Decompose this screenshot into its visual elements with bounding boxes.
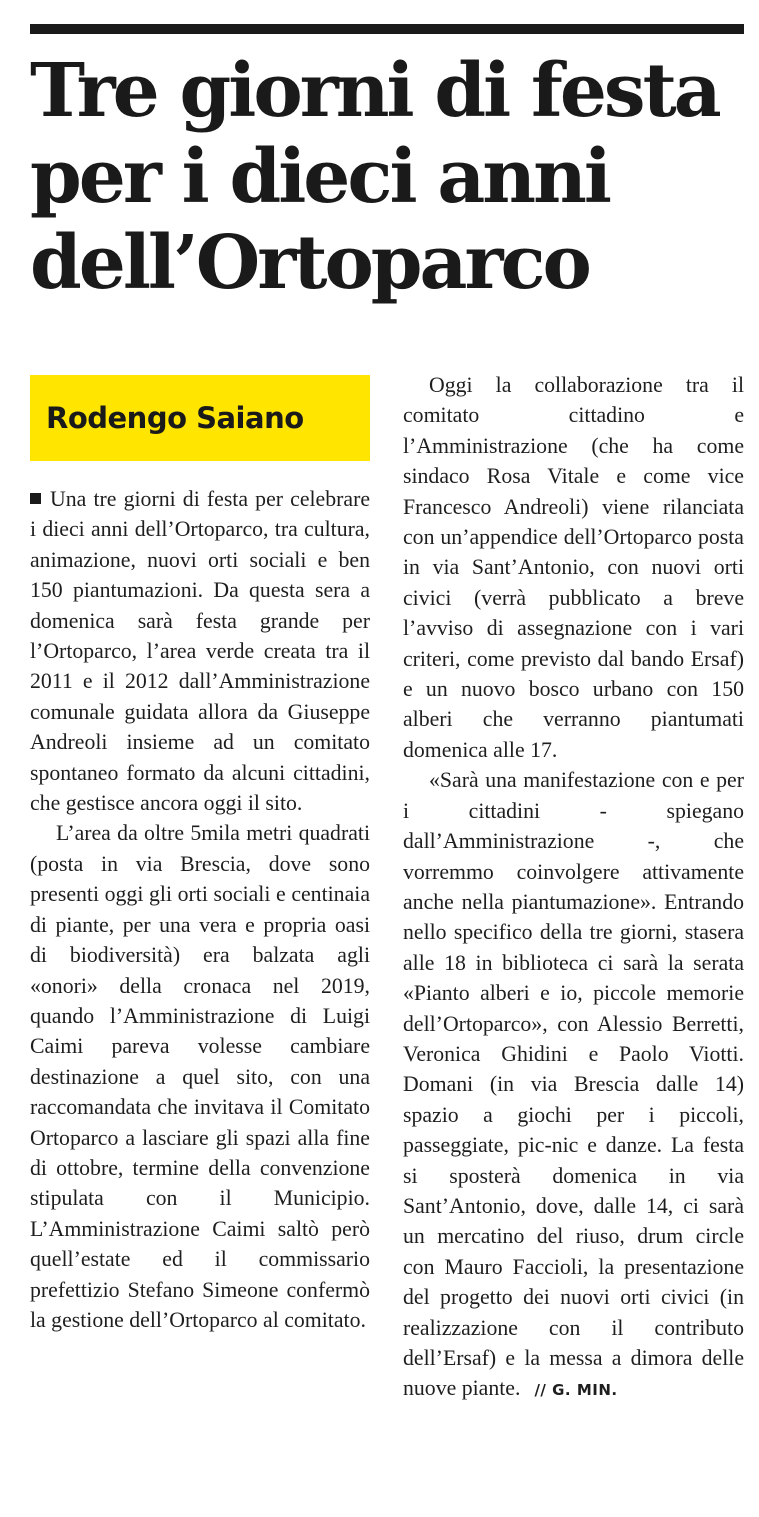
- headline-line-1: Tre giorni di festa: [30, 48, 719, 134]
- author-signature: // G. MIN.: [534, 1381, 618, 1400]
- headline: [30, 48, 744, 306]
- article-paragraph-3: Oggi la collaborazione tra il comitato cittadino e l’Amministrazione (che ha come sindaco Rosa Vitale e come vice Francesco Andreoli) viene rilanciata con un’appendice dell’Ortoparco posta in via Sant’Antonio, con nuovi orti civici (verrà pubblicato a breve l’avviso di assegnazione con i vari criteri, come previsto dal bando Ersaf) e un nuovo bosco urbano con 150 alberi che verranno piantumati domenica alle 17.: [403, 373, 744, 762]
- article-paragraph-4: [403, 765, 744, 1406]
- square-bullet-icon: [30, 493, 41, 504]
- article-column-left: [30, 484, 370, 1335]
- headline-line-2: per i dieci anni: [30, 134, 609, 220]
- article-column-right: [403, 370, 744, 1406]
- article-paragraph-2: L’area da oltre 5mila metri quadrati (posta in via Brescia, dove sono presenti oggi gli orti sociali e centinaia di piante, per una vera e propria oasi di biodiversità) era balzata agli «onori» della cronaca nel 2019, quando l’Amministrazione di Luigi Caimi pareva volesse cambiare destinazione a quel sito, con una raccomandata che invitava il Comitato Ortoparco a lasciare gli spazi alla fine di ottobre, termine della convenzione stipulata con il Municipio. L’Amministrazione Caimi saltò però quell’estate ed il commissario prefettizio Stefano Simeone confermò la gestione dell’Ortoparco al comitato.: [30, 821, 370, 1332]
- location-kicker: Rodengo Saiano: [30, 375, 370, 461]
- article-paragraph-1-text: Una tre giorni di festa per celebrare i dieci anni dell’Ortoparco, tra cultura, animazione, nuovi orti sociali e ben 150 piantumazioni. Da questa sera a domenica sarà festa grande per l’Ortoparco, l’area verde creata tra il 2011 e il 2012 dall’Amministrazione comunale guidata allora da Giuseppe Andreoli insieme ad un comitato spontaneo formato da alcuni cittadini, che gestisce ancora oggi il sito.: [30, 487, 370, 816]
- top-rule: [30, 24, 744, 34]
- headline-line-3: dell’Ortoparco: [30, 220, 589, 306]
- article-paragraph-4-text: «Sarà una manifestazione con e per i cittadini - spiegano dall’Amministrazione -, che vorremmo coinvolgere attivamente anche nella piantumazione». Entrando nello specifico della tre giorni, stasera alle 18 in biblioteca ci sarà la serata «Pianto alberi e io, piccole memorie dell’Ortoparco», con Alessio Berretti, Veronica Ghidini e Paolo Viotti. Domani (in via Brescia dalle 14) spazio a giochi per i piccoli, passeggiate, pic-nic e danze. La festa si sposterà domenica in via Sant’Antonio, dove, dalle 14, ci sarà un mercatino del riuso, drum circle con Mauro Faccioli, la presentazione del progetto dei nuovi orti civici (in realizzazione con il contributo dell’Ersaf) e la messa a dimora delle nuove piante.: [403, 768, 744, 1401]
- article-paragraph-1: [30, 484, 370, 818]
